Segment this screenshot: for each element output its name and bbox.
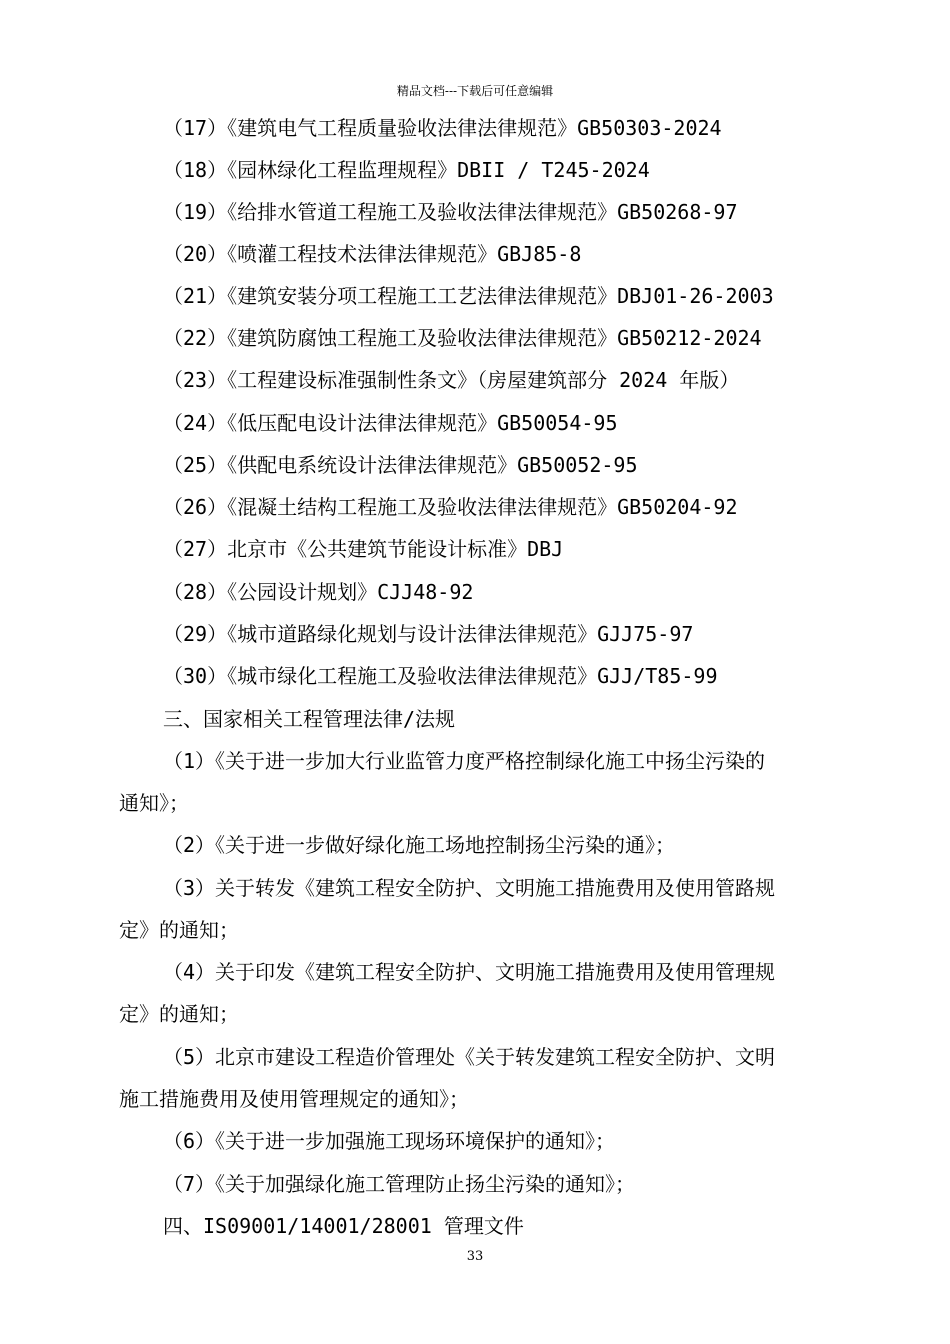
- list-item: （1）《关于进一步加大行业监管力度严格控制绿化施工中扬尘污染的: [163, 749, 766, 773]
- list-item-continuation: 通知》；: [119, 791, 189, 815]
- list-item: （22）《建筑防腐蚀工程施工及验收法律法律规范》GB50212-2024: [163, 326, 762, 350]
- list-item: （19）《给排水管道工程施工及验收法律法律规范》GB50268-97: [163, 200, 738, 224]
- section-heading: 三、国家相关工程管理法律/法规: [163, 707, 456, 731]
- list-item: （30）《城市绿化工程施工及验收法律法律规范》GJJ/T85-99: [163, 664, 718, 688]
- list-item: （5）北京市建设工程造价管理处《关于转发建筑工程安全防护、文明: [163, 1045, 776, 1069]
- page-header: 精品文档---下载后可任意编辑: [396, 84, 554, 98]
- list-item: （25）《供配电系统设计法律法律规范》GB50052-95: [163, 453, 638, 477]
- list-item-continuation: 定》的通知；: [119, 918, 239, 942]
- list-item: （27）北京市《公共建筑节能设计标准》DBJ: [163, 537, 564, 561]
- section-heading: 四、IS09001/14001/28001 管理文件: [163, 1214, 524, 1238]
- list-item: （20）《喷灌工程技术法律法律规范》GBJ85-8: [163, 242, 582, 266]
- page-number: 33: [466, 1249, 484, 1264]
- list-item: （3）关于转发《建筑工程安全防护、文明施工措施费用及使用管路规: [163, 876, 776, 900]
- list-item: （18）《园林绿化工程监理规程》DBII / T245-2024: [163, 158, 650, 182]
- list-item-continuation: 定》的通知；: [119, 1002, 239, 1026]
- list-item: （23）《工程建设标准强制性条文》（房屋建筑部分 2024 年版）: [163, 368, 740, 392]
- list-item: （17）《建筑电气工程质量验收法律法律规范》GB50303-2024: [163, 116, 722, 140]
- list-item: （28）《公园设计规划》CJJ48-92: [163, 580, 474, 604]
- list-item: （26）《混凝土结构工程施工及验收法律法律规范》GB50204-92: [163, 495, 738, 519]
- list-item: （2）《关于进一步做好绿化施工场地控制扬尘污染的通》；: [163, 833, 676, 857]
- list-item: （4）关于印发《建筑工程安全防护、文明施工措施费用及使用管理规: [163, 960, 776, 984]
- list-item: （21）《建筑安装分项工程施工工艺法律法律规范》DBJ01-26-2003: [163, 284, 774, 308]
- list-item-continuation: 施工措施费用及使用管理规定的通知》；: [119, 1087, 469, 1111]
- list-item: （7）《关于加强绿化施工管理防止扬尘污染的通知》；: [163, 1172, 636, 1196]
- list-item: （6）《关于进一步加强施工现场环境保护的通知》；: [163, 1129, 616, 1153]
- list-item: （29）《城市道路绿化规划与设计法律法律规范》GJJ75-97: [163, 622, 694, 646]
- list-item: （24）《低压配电设计法律法律规范》GB50054-95: [163, 411, 618, 435]
